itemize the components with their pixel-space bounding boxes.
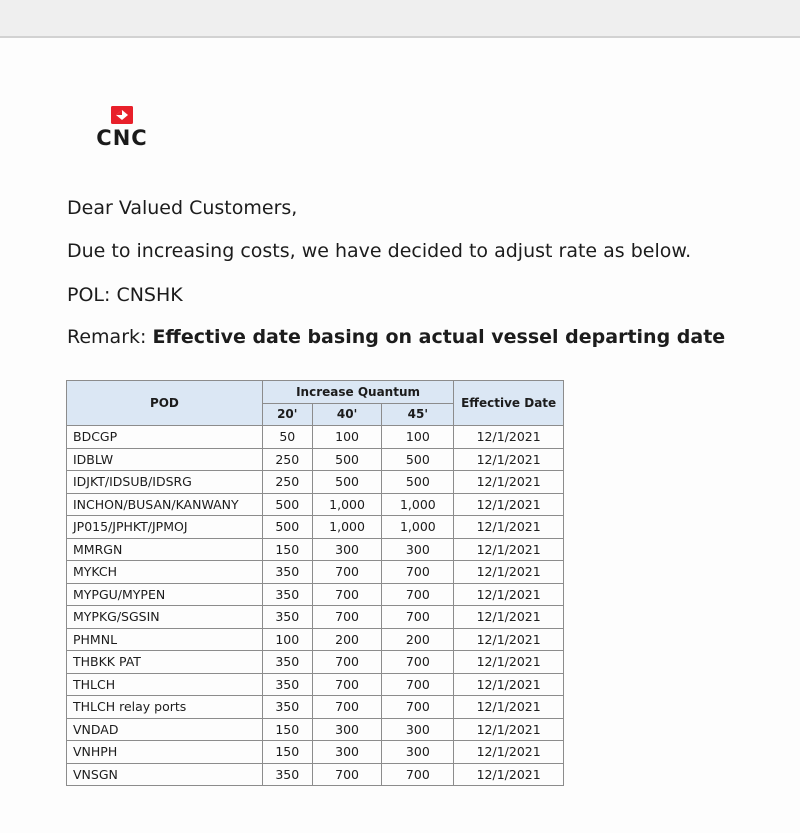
header-40: 40' [312, 403, 382, 426]
cell-45: 700 [382, 606, 454, 629]
cell-40: 1,000 [312, 516, 382, 539]
cell-40: 300 [312, 538, 382, 561]
cell-effective-date: 12/1/2021 [454, 718, 564, 741]
cell-45: 700 [382, 651, 454, 674]
cell-45: 300 [382, 538, 454, 561]
cell-pod: THLCH [67, 673, 263, 696]
table-row [67, 718, 564, 741]
cell-45: 700 [382, 561, 454, 584]
pol-line: POL: CNSHK [67, 284, 183, 306]
cell-pod: THBKK PAT [67, 651, 263, 674]
cell-40: 1,000 [312, 493, 382, 516]
cell-20: 50 [262, 426, 312, 449]
cell-20: 350 [262, 763, 312, 786]
cell-effective-date: 12/1/2021 [454, 583, 564, 606]
cell-45: 1,000 [382, 516, 454, 539]
intro-text: Due to increasing costs, we have decided to adjust rate as below. [67, 240, 692, 262]
cell-20: 250 [262, 471, 312, 494]
cell-45: 700 [382, 673, 454, 696]
cell-pod: IDBLW [67, 448, 263, 471]
greeting: Dear Valued Customers, [67, 197, 298, 219]
remark-label: Remark: [67, 326, 153, 348]
table-row [67, 493, 564, 516]
cell-20: 350 [262, 606, 312, 629]
cell-20: 150 [262, 538, 312, 561]
cnc-logo-icon [111, 106, 133, 124]
cell-effective-date: 12/1/2021 [454, 628, 564, 651]
cell-effective-date: 12/1/2021 [454, 696, 564, 719]
cell-40: 700 [312, 651, 382, 674]
header-effective-date: Effective Date [454, 381, 564, 426]
table-row [67, 448, 564, 471]
cell-pod: MYKCH [67, 561, 263, 584]
cell-45: 500 [382, 471, 454, 494]
cell-effective-date: 12/1/2021 [454, 561, 564, 584]
cell-20: 350 [262, 561, 312, 584]
table-header-row [67, 381, 564, 404]
cell-20: 350 [262, 696, 312, 719]
cell-40: 700 [312, 763, 382, 786]
table-row [67, 471, 564, 494]
cell-40: 700 [312, 696, 382, 719]
table-row [67, 763, 564, 786]
cell-40: 700 [312, 561, 382, 584]
cell-effective-date: 12/1/2021 [454, 606, 564, 629]
cell-pod: MYPGU/MYPEN [67, 583, 263, 606]
table-row [67, 426, 564, 449]
cell-pod: BDCGP [67, 426, 263, 449]
cell-pod: VNDAD [67, 718, 263, 741]
top-band [0, 0, 800, 38]
cell-40: 700 [312, 606, 382, 629]
rate-table [66, 380, 564, 786]
cell-20: 350 [262, 651, 312, 674]
table-row [67, 696, 564, 719]
cell-effective-date: 12/1/2021 [454, 516, 564, 539]
cell-20: 350 [262, 583, 312, 606]
header-increase-quantum: Increase Quantum [262, 381, 453, 404]
table-row [67, 516, 564, 539]
cell-40: 500 [312, 471, 382, 494]
table-body [67, 426, 564, 786]
cell-40: 300 [312, 741, 382, 764]
cell-pod: PHMNL [67, 628, 263, 651]
table-row [67, 583, 564, 606]
cell-45: 700 [382, 583, 454, 606]
cell-40: 200 [312, 628, 382, 651]
table-row [67, 673, 564, 696]
cell-20: 150 [262, 718, 312, 741]
cell-effective-date: 12/1/2021 [454, 493, 564, 516]
cell-40: 700 [312, 583, 382, 606]
cell-effective-date: 12/1/2021 [454, 741, 564, 764]
cell-45: 1,000 [382, 493, 454, 516]
remark-text: Effective date basing on actual vessel departing date [152, 326, 726, 348]
cell-effective-date: 12/1/2021 [454, 673, 564, 696]
cell-40: 500 [312, 448, 382, 471]
cell-effective-date: 12/1/2021 [454, 471, 564, 494]
cell-20: 150 [262, 741, 312, 764]
cell-effective-date: 12/1/2021 [454, 448, 564, 471]
cell-effective-date: 12/1/2021 [454, 651, 564, 674]
cell-45: 200 [382, 628, 454, 651]
cell-pod: INCHON/BUSAN/KANWANY [67, 493, 263, 516]
cell-20: 350 [262, 673, 312, 696]
cell-effective-date: 12/1/2021 [454, 763, 564, 786]
table-row [67, 741, 564, 764]
logo-text: CNC [96, 126, 148, 150]
cell-20: 500 [262, 493, 312, 516]
header-45: 45' [382, 403, 454, 426]
cell-pod: MMRGN [67, 538, 263, 561]
header-pod: POD [67, 381, 263, 426]
header-20: 20' [262, 403, 312, 426]
cell-pod: THLCH relay ports [67, 696, 263, 719]
cell-40: 300 [312, 718, 382, 741]
company-logo [84, 106, 160, 150]
table-row [67, 561, 564, 584]
cell-pod: VNSGN [67, 763, 263, 786]
table-row [67, 651, 564, 674]
table-row [67, 606, 564, 629]
cell-45: 700 [382, 696, 454, 719]
cell-45: 100 [382, 426, 454, 449]
cell-40: 100 [312, 426, 382, 449]
cell-pod: IDJKT/IDSUB/IDSRG [67, 471, 263, 494]
cell-45: 500 [382, 448, 454, 471]
cell-45: 300 [382, 718, 454, 741]
cell-pod: MYPKG/SGSIN [67, 606, 263, 629]
cell-pod: JP015/JPHKT/JPMOJ [67, 516, 263, 539]
cell-effective-date: 12/1/2021 [454, 426, 564, 449]
table-row [67, 538, 564, 561]
cell-40: 700 [312, 673, 382, 696]
cell-20: 250 [262, 448, 312, 471]
cell-45: 700 [382, 763, 454, 786]
remark-line [67, 326, 725, 348]
table-row [67, 628, 564, 651]
cell-pod: VNHPH [67, 741, 263, 764]
cell-45: 300 [382, 741, 454, 764]
cell-20: 100 [262, 628, 312, 651]
cell-20: 500 [262, 516, 312, 539]
cell-effective-date: 12/1/2021 [454, 538, 564, 561]
